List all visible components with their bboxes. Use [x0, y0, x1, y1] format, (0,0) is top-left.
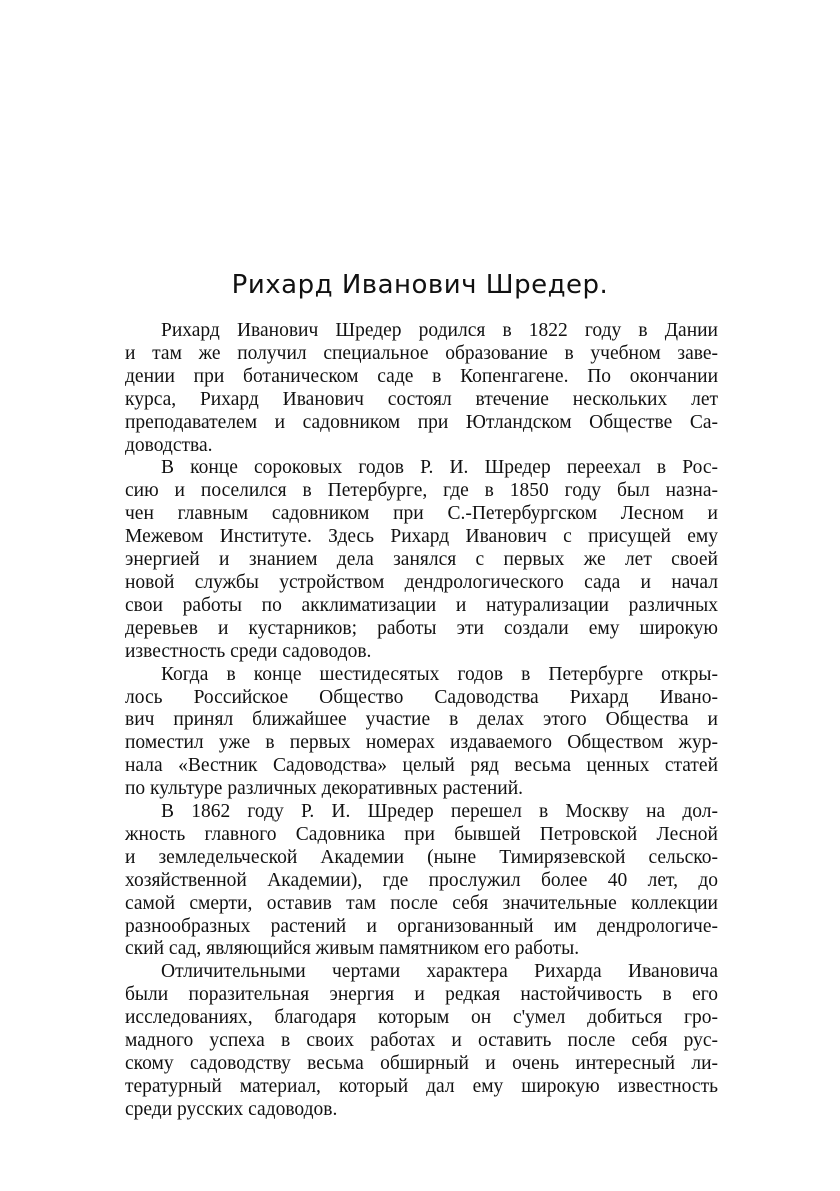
paragraph-1 — [125, 320, 718, 457]
text-line: разнообразных растений и организованный им дендрологиче- — [125, 915, 718, 937]
text-line: скому садоводству весьма обширный и очень интересный ли- — [125, 1053, 718, 1074]
body-text — [125, 320, 718, 1122]
text-line: доводства. — [125, 434, 213, 456]
text-line: новой службы устройством дендрологического сада и начал — [125, 571, 718, 593]
text-line: свои работы по акклиматизации и натурализации различных — [125, 594, 718, 616]
text-line: и там же получил специальное образование в учебном заве- — [125, 342, 718, 364]
text-line: были поразительная энергия и редкая настойчивость в его — [125, 984, 718, 1006]
page-title: Рихард Иванович Шредер. — [231, 270, 609, 300]
paragraph-3 — [125, 664, 718, 801]
text-line: и земледельческой Академии (ныне Тимирязевской сельско- — [125, 846, 718, 868]
paragraph-4 — [125, 801, 718, 961]
text-line: поместил уже в первых номерах издаваемого Обществом жур- — [125, 732, 718, 754]
text-line: деревьев и кустарников; работы эти создали ему широкую — [125, 617, 718, 639]
text-line: преподавателем и садовником при Ютландском Обществе Са- — [125, 411, 718, 433]
text-line: дении при ботаническом саде в Копенгагене. По окончании — [125, 365, 718, 387]
text-line: Когда в конце шестидесятых годов в Петербурге откры- — [161, 663, 718, 685]
text-line: мадного успеха в своих работах и оставить после себя рус- — [125, 1030, 718, 1052]
text-line: энергией и знанием дела занялся с первых же лет своей — [125, 549, 718, 571]
text-line: курса, Рихард Иванович состоял втечение нескольких лет — [125, 388, 718, 410]
text-line: Межевом Институте. Здесь Рихард Иванович с присущей ему — [125, 526, 718, 548]
text-line: чен главным садовником при С.-Петербургском Лесном и — [125, 503, 718, 525]
text-line: среди русских садоводов. — [125, 1098, 338, 1120]
text-line: вич принял ближайшее участие в делах этого Общества и — [125, 709, 718, 731]
text-line: Рихард Иванович Шредер родился в 1822 году в Дании — [161, 320, 718, 341]
text-line: самой смерти, оставив там после себя значительные коллекции — [125, 892, 718, 914]
paragraph-5 — [125, 961, 718, 1121]
text-line: хозяйственной Академии), где прослужил более 40 лет, до — [125, 869, 718, 891]
text-line: тературный материал, который дал ему широкую известность — [125, 1075, 718, 1097]
text-line: В конце сороковых годов Р. И. Шредер переехал в Рос- — [161, 457, 718, 479]
text-line: лось Российское Общество Садоводства Рихард Ивано- — [125, 686, 718, 708]
text-line: жность главного Садовника при бывшей Петровской Лесной — [125, 823, 718, 845]
text-line: ский сад, являющийся живым памятником его работы. — [125, 938, 580, 960]
text-line: сию и поселился в Петербурге, где в 1850 году был назна- — [125, 480, 718, 502]
text-line: по культуре различных декоративных растений. — [125, 778, 524, 800]
text-line: исследованиях, благодаря которым он с'умел добиться гро- — [125, 1007, 718, 1029]
text-line: В 1862 году Р. И. Шредер перешел в Москву на дол- — [161, 801, 718, 823]
text-line: нала «Вестник Садоводства» целый ряд весьма ценных статей — [125, 755, 718, 777]
paragraph-2 — [125, 457, 718, 663]
text-line: Отличительными чертами характера Рихарда Ивановича — [161, 961, 718, 983]
text-line: известность среди садоводов. — [125, 640, 372, 662]
